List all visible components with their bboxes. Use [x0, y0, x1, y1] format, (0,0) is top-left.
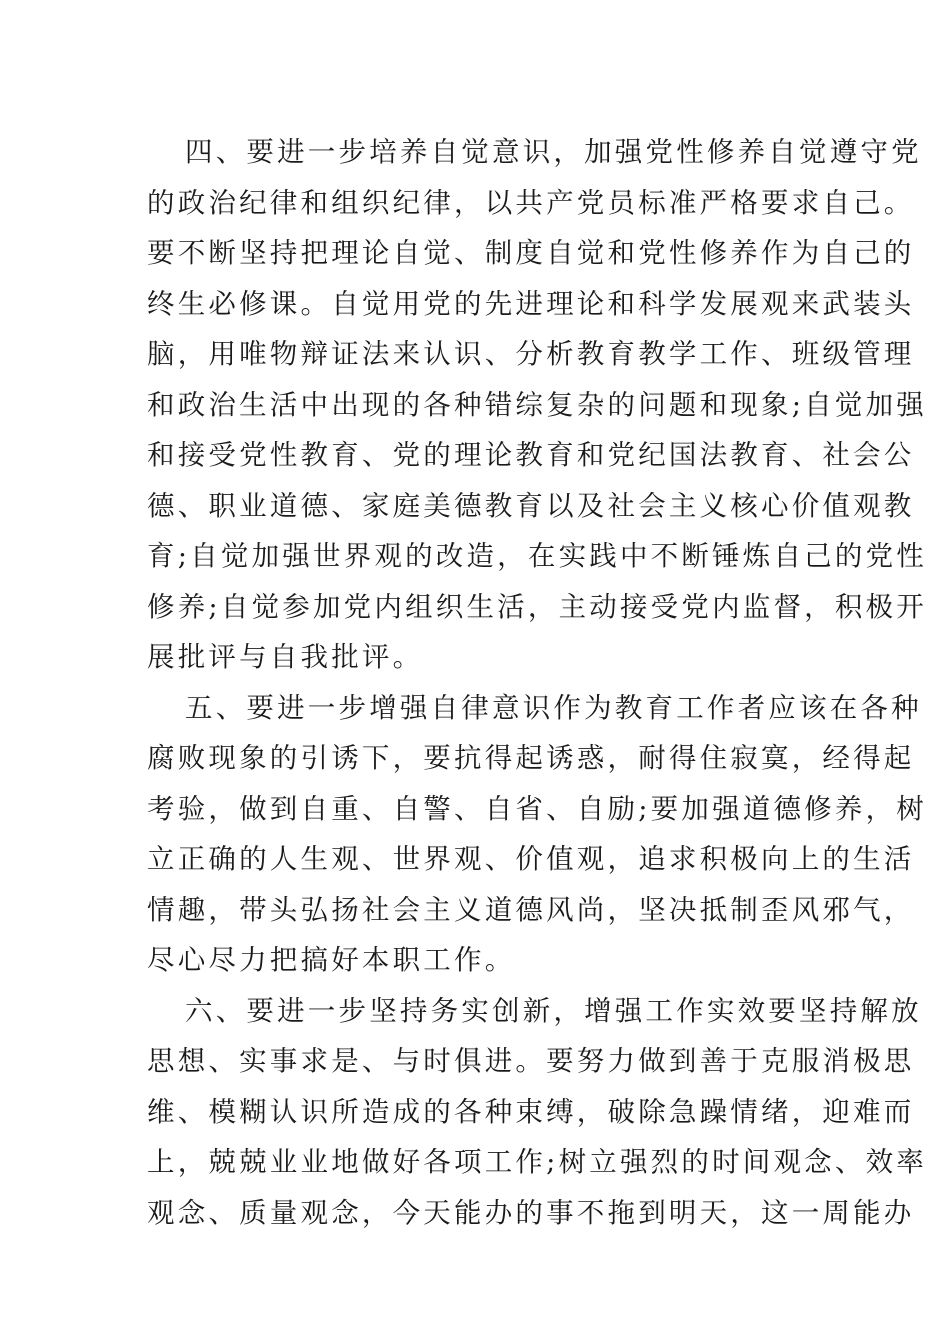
text-line: 修养;自觉参加党内组织生活，主动接受党内监督，积极开 [147, 590, 927, 623]
text-line: 立正确的人生观、世界观、价值观，追求积极向上的生活 [147, 843, 915, 875]
text-line: 考验，做到自重、自警、自省、自励;要加强道德修养，树 [147, 792, 927, 825]
text-line: 德、职业道德、家庭美德教育以及社会主义核心价值观教 [147, 489, 915, 522]
text-line: 上，兢兢业业地做好各项工作;树立强烈的时间观念、效率 [147, 1146, 927, 1178]
text-line: 展批评与自我批评。 [147, 641, 424, 673]
text-line: 的政治纪律和组织纪律，以共产党员标准严格要求自己。 [147, 186, 915, 219]
text-line: 六、要进一步坚持务实创新，增强工作实效要坚持解放 [185, 994, 922, 1027]
text-line: 观念、质量观念，今天能办的事不拖到明天，这一周能办 [147, 1196, 915, 1229]
text-line: 终生必修课。自觉用党的先进理论和科学发展观来武装头 [147, 287, 915, 320]
text-line: 腐败现象的引诱下，要抗得起诱惑，耐得住寂寞，经得起 [147, 742, 915, 774]
text-line: 四、要进一步培养自觉意识，加强党性修养自觉遵守党 [185, 136, 922, 168]
text-line: 尽心尽力把搞好本职工作。 [147, 944, 516, 976]
text-line: 和政治生活中出现的各种错综复杂的问题和现象;自觉加强 [147, 388, 927, 421]
text-line: 和接受党性教育、党的理论教育和党纪国法教育、社会公 [147, 439, 915, 471]
text-line: 五、要进一步增强自律意识作为教育工作者应该在各种 [185, 691, 922, 724]
text-line: 维、模糊认识所造成的各种束缚，破除急躁情绪，迎难而 [147, 1095, 915, 1128]
text-line: 育;自觉加强世界观的改造，在实践中不断锤炼自己的党性 [147, 540, 927, 572]
document-body [147, 127, 927, 1238]
text-line: 要不断坚持把理论自觉、制度自觉和党性修养作为自己的 [147, 237, 915, 269]
text-line: 脑，用唯物辩证法来认识、分析教育教学工作、班级管理 [147, 338, 915, 370]
text-line: 思想、实事求是、与时俱进。要努力做到善于克服消极思 [147, 1045, 915, 1077]
text-line: 情趣，带头弘扬社会主义道德风尚，坚决抵制歪风邪气， [147, 893, 915, 926]
